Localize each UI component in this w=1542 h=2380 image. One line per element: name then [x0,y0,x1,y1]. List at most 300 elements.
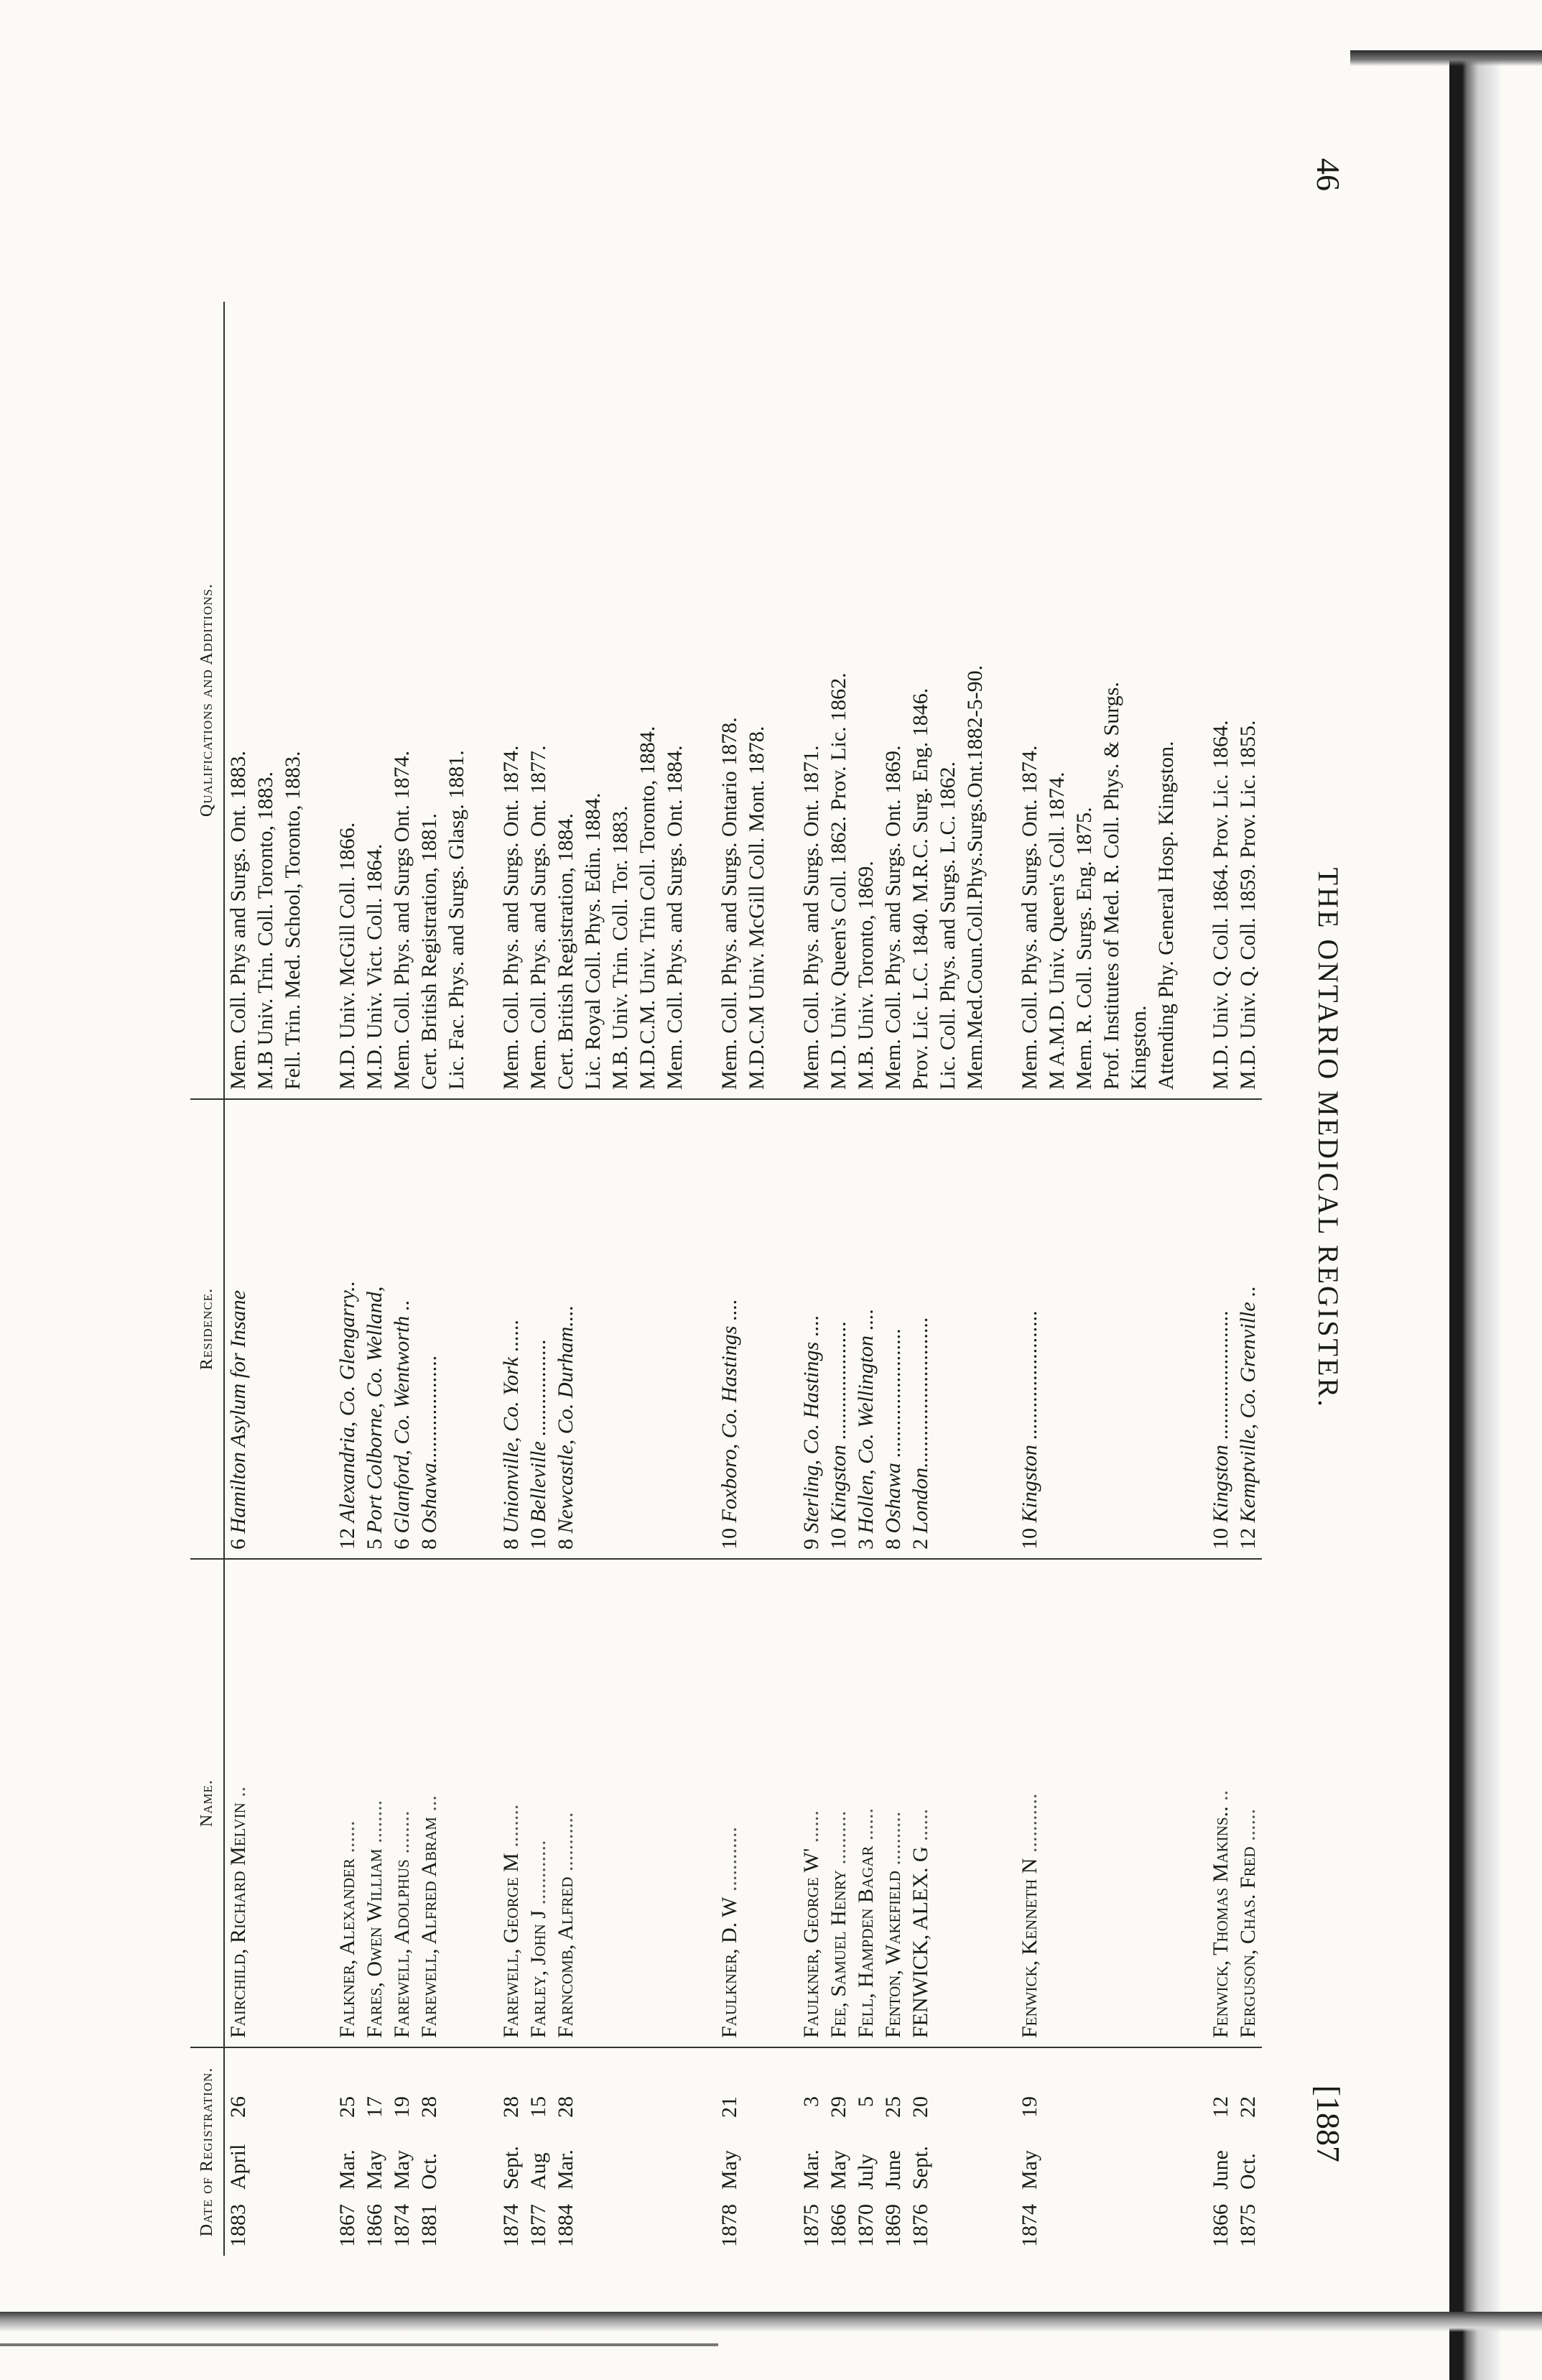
division-number: 12 [1236,1528,1260,1550]
practitioner-name: Farewell, George M [499,1853,523,2038]
registration-date-cell [361,2047,389,2256]
name-cell [1235,1559,1262,2047]
table-body [224,302,1262,2256]
division-number: 5 [363,1539,386,1550]
practitioner-name: Fairchild, Richard Melvin [226,1802,250,2038]
name-cell [716,1559,743,2047]
registration-month: May [717,2150,741,2190]
registration-date-cell [389,2047,416,2256]
registration-day: 5 [854,2096,878,2107]
registration-year: 1870 [854,2204,878,2247]
table-row [416,302,443,2256]
qualification-line: Lic. Royal Coll. Phys. Edin. 1884. [581,792,605,1090]
residence-cell [1207,1099,1235,1559]
dot-leader: ............ [717,1827,741,1892]
register-table [190,302,1262,2256]
qualification-cell [1207,302,1235,1099]
qualification-cell [634,302,661,1099]
registration-date-cell [224,2047,252,2256]
qualification-cell [934,302,962,1099]
qualification-line: M.D.C.M Univ. McGill Coll. Mont. 1878. [745,726,768,1090]
registration-date-cell [716,2047,743,2256]
residence-cell [443,1099,470,1559]
name-cell [607,1559,634,2047]
registration-month: May [827,2150,850,2190]
residence-cell [1016,1099,1044,1559]
name-cell [334,1559,361,2047]
qualification-cell [224,302,252,1099]
name-cell [798,1559,825,2047]
qualification-line: Mem. Coll. Phys. and Surgs. Ont. 1874. [499,745,523,1090]
name-cell [907,1559,934,2047]
practitioner-name: Ferguson, Chas. Fred [1236,1846,1260,2038]
page-bottom-edge [0,2312,1542,2332]
name-cell [962,1559,989,2047]
registration-date-cell [853,2047,880,2256]
qualification-cell [1071,302,1098,1099]
registration-year: 1876 [909,2204,932,2247]
registration-year: 1866 [1209,2204,1232,2247]
table-row [1016,302,1044,2256]
register-table-rotated [190,302,1260,2256]
table-row-continuation [252,302,279,2256]
registration-day: 19 [390,2096,414,2118]
residence-cell [552,1099,580,1559]
practitioner-name: Fenwick, Thomas Makins.. [1209,1806,1232,2038]
dot-leader: .......... [881,1811,905,1866]
registration-date-cell [907,2047,934,2256]
residence-text: Port Colborne, Co. Welland, [363,1286,386,1534]
table-row-continuation [661,302,689,2256]
division-number: 8 [881,1539,905,1550]
table-row-continuation [580,302,607,2256]
qualification-cell [279,302,307,1099]
qualification-line: M A.M.D. Univ. Queen's Coll. 1874. [1045,772,1069,1090]
residence-cell [1071,1099,1098,1559]
practitioner-name: Farley, John J [526,1909,550,2038]
qualification-cell [962,302,989,1099]
residence-cell [825,1099,853,1559]
residence-text: Alexandria, Co. Glengarry.. [335,1280,359,1523]
table-row [525,302,552,2256]
qualification-line: Mem. Coll. Phys and Surgs. Ont. 1883. [226,751,250,1090]
division-number: 10 [717,1528,741,1550]
qualification-line: Kingston. [1127,1005,1151,1090]
practitioner-name: Fenwick, Kenneth N [1018,1858,1041,2038]
dot-leader: ...... [854,1807,878,1840]
registration-date-cell [1098,2047,1125,2256]
residence-cell [1125,1099,1153,1559]
name-cell [252,1559,279,2047]
qualification-cell [825,302,853,1099]
registration-year: 1875 [799,2204,823,2247]
qualification-cell [498,302,525,1099]
registration-day: 25 [881,2096,905,2118]
residence-cell [607,1099,634,1559]
registration-day: 20 [909,2096,932,2118]
registration-day: 3 [799,2096,823,2107]
registration-year: 1875 [1236,2204,1260,2247]
row-spacer [307,302,334,2256]
column-header: Date of Registration. [190,2047,224,2256]
registration-year: 1878 [717,2204,741,2247]
name-cell [224,1559,252,2047]
registration-date-cell [334,2047,361,2256]
registration-year: 1869 [881,2204,905,2247]
registration-month: Oct. [1236,2153,1260,2190]
registration-date-cell [525,2047,552,2256]
registration-day: 28 [417,2096,441,2118]
registration-year: 1874 [499,2204,523,2247]
residence-cell [389,1099,416,1559]
registration-date-cell [825,2047,853,2256]
registration-date-cell [279,2047,307,2256]
residence-text: Kingston ........................ [1018,1310,1041,1523]
qualification-line: Mem. Coll. Phys. and Surgs. Ontario 1878. [717,717,741,1090]
name-cell [580,1559,607,2047]
registration-date-cell [552,2047,580,2256]
residence-cell [224,1099,252,1559]
name-cell [1207,1559,1235,2047]
division-number: 9 [799,1539,823,1550]
division-number: 3 [854,1539,878,1550]
residence-cell [880,1099,907,1559]
registration-year: 1881 [417,2204,441,2247]
qualification-cell [743,302,771,1099]
qualification-line: Mem. Coll. Phys. and Surgs. Ont. 1877. [526,745,550,1090]
table-row-continuation [1125,302,1153,2256]
binding-edge-top [1350,50,1542,66]
name-cell [1098,1559,1125,2047]
dot-leader: ........... [1018,1793,1041,1853]
registration-day: 29 [827,2096,850,2118]
table-row-continuation [279,302,307,2256]
name-cell [498,1559,525,2047]
table-row [552,302,580,2256]
residence-text: Kingston ...................... [827,1320,850,1523]
qualification-cell [1125,302,1153,1099]
registration-month: Oct. [417,2153,441,2190]
qualification-line: Prof. Institutes of Med. R. Coll. Phys. & Surgs. [1100,682,1123,1090]
registration-year: 1877 [526,2204,550,2247]
table-row-continuation [962,302,989,2256]
table-row [1207,302,1235,2256]
practitioner-name: Farewell, Alfred Abram [417,1817,441,2038]
residence-cell [716,1099,743,1559]
dot-leader: ... [417,1795,441,1812]
qualification-cell [907,302,934,1099]
name-cell [1044,1559,1071,2047]
registration-date-cell [962,2047,989,2256]
header-year: [1887 [1310,2085,1347,2162]
registration-date-cell [743,2047,771,2256]
qualification-line: Fell. Trin. Med. School, Toronto, 1883. [281,751,305,1090]
table-row-continuation [743,302,771,2256]
residence-cell [525,1099,552,1559]
registration-day: 21 [717,2096,741,2118]
name-cell [443,1559,470,2047]
residence-text: Belleville .................. [526,1338,550,1523]
row-spacer [1180,302,1207,2256]
dot-leader: .. [1209,1789,1232,1801]
residence-text: Foxboro, Co. Hastings .... [717,1299,741,1523]
practitioner-name: Faulkner, D. W [717,1897,741,2038]
residence-cell [361,1099,389,1559]
name-cell [634,1559,661,2047]
residence-text: Sterling, Co. Hastings .... [799,1315,823,1534]
practitioner-name: Fares, Owen William [363,1848,386,2038]
residence-cell [416,1099,443,1559]
division-number: 10 [1209,1528,1232,1550]
name-cell [1153,1559,1180,2047]
residence-text: Hamilton Asylum for Insane [226,1289,250,1534]
dot-leader: ........... [554,1812,577,1872]
table-row [853,302,880,2256]
table-row-continuation [1153,302,1180,2256]
qualification-cell [798,302,825,1099]
table-row [1235,302,1262,2256]
dot-leader: ........ [499,1804,523,1848]
division-number: 2 [909,1539,932,1550]
practitioner-name: Fee, Samuel Henry [827,1870,850,2038]
qualification-line: Mem. R. Coll. Surgs. Eng. 1875. [1072,807,1096,1090]
qualification-line: Attending Phy. General Hosp. Kingston. [1154,741,1178,1090]
division-number: 10 [827,1528,850,1550]
residence-cell [661,1099,689,1559]
registration-month: Aug [526,2152,550,2190]
qualification-cell [389,302,416,1099]
division-number: 8 [417,1539,441,1550]
table-row [361,302,389,2256]
qualification-cell [661,302,689,1099]
name-cell [853,1559,880,2047]
registration-month: May [390,2150,414,2190]
registration-month: July [854,2153,878,2190]
registration-date-cell [1071,2047,1098,2256]
table-header-row [190,302,224,2256]
qualification-cell [1235,302,1262,1099]
registration-date-cell [252,2047,279,2256]
residence-text: Hollen, Co. Wellington .... [854,1308,878,1534]
name-cell [1071,1559,1098,2047]
table-row [224,302,252,2256]
qualification-cell [1044,302,1071,1099]
residence-text: Oshawa.................... [417,1355,441,1534]
division-number: 8 [554,1539,577,1550]
row-spacer [989,302,1016,2256]
registration-day: 17 [363,2096,386,2118]
name-cell [279,1559,307,2047]
registration-month: Sept. [499,2146,523,2190]
registration-year: 1874 [390,2204,414,2247]
page-title: THE ONTARIO MEDICAL REGISTER. [1312,867,1345,1409]
registration-date-cell [661,2047,689,2256]
qualification-line: M.D.C.M. Univ. Trin Coll. Toronto, 1884. [636,726,659,1090]
qualification-line: M.D. Univ. Queen's Coll. 1862. Prov. Lic. 1862. [827,672,850,1090]
qualification-line: Lic. Fac. Phys. and Surgs. Glasg. 1881. [445,750,468,1090]
registration-date-cell [934,2047,962,2256]
registration-date-cell [443,2047,470,2256]
registration-day: 19 [1018,2096,1041,2118]
table-row [907,302,934,2256]
table-row-continuation [1071,302,1098,2256]
qualification-line: Cert. British Registration, 1884. [554,813,577,1090]
residence-cell [498,1099,525,1559]
name-cell [552,1559,580,2047]
residence-cell [743,1099,771,1559]
qualification-line: Mem.Med.Coun.Coll.Phys.Surgs.Ont.1882-5-90. [963,665,987,1090]
table-row [880,302,907,2256]
qualification-cell [252,302,279,1099]
registration-year: 1867 [335,2204,359,2247]
practitioner-name: Fenton, Wakefield [881,1871,905,2038]
registration-date-cell [880,2047,907,2256]
qualification-cell [1153,302,1180,1099]
division-number: 10 [1018,1528,1041,1550]
qualification-line: M.D. Univ. McGill Coll. 1866. [335,822,359,1090]
residence-text: London............................ [909,1316,932,1534]
residence-cell [962,1099,989,1559]
table-row [716,302,743,2256]
registration-day: 28 [554,2096,577,2118]
qualification-line: M.D. Univ. Vict. Coll. 1864. [363,843,386,1090]
table-row-continuation [443,302,470,2256]
registration-day: 28 [499,2096,523,2118]
qualification-cell [1098,302,1125,1099]
practitioner-name: Farncomb, Alfred [554,1876,577,2038]
bottom-rule [0,2343,718,2346]
registration-day: 15 [526,2096,550,2118]
column-header: Qualifications and Additions. [190,302,224,1099]
name-cell [934,1559,962,2047]
residence-cell [279,1099,307,1559]
residence-text: Glanford, Co. Wentworth .. [390,1300,414,1534]
practitioner-name: Faulkner, George W' [799,1848,823,2038]
table-row [825,302,853,2256]
practitioner-name: FENWICK, ALEX. G [909,1846,932,2038]
qualification-cell [1016,302,1044,1099]
residence-text: Unionville, Co. York ...... [499,1319,523,1534]
dot-leader: ...... [335,1820,359,1853]
residence-cell [934,1099,962,1559]
registration-date-cell [1235,2047,1262,2256]
division-number: 10 [526,1528,550,1550]
registration-date-cell [1207,2047,1235,2256]
registration-day: 12 [1209,2096,1232,2118]
qualification-line: Lic. Coll. Phys. and Surgs. L.C. 1862. [936,761,960,1090]
qualification-line: M.B. Univ. Toronto, 1869. [854,861,878,1090]
residence-cell [907,1099,934,1559]
residence-cell [1153,1099,1180,1559]
registration-month: May [363,2150,386,2190]
residence-text: Newcastle, Co. Durham.... [554,1305,577,1534]
name-cell [880,1559,907,2047]
qualification-cell [580,302,607,1099]
qualification-line: M.D. Univ. Q. Coll. 1859. Prov. Lic. 1855. [1236,720,1260,1090]
dot-leader: ...... [909,1808,932,1841]
qualification-cell [334,302,361,1099]
table-row [334,302,361,2256]
division-number: 6 [390,1539,414,1550]
practitioner-name: Farewell, Adolphus [390,1859,414,2038]
residence-cell [252,1099,279,1559]
dot-leader: ............ [526,1840,550,1905]
registration-month: Mar. [335,2149,359,2190]
division-number: 12 [335,1528,359,1550]
row-spacer [470,302,498,2256]
qualification-cell [716,302,743,1099]
dot-leader: .......... [827,1810,850,1865]
residence-cell [1235,1099,1262,1559]
table-row [798,302,825,2256]
registration-month: Sept. [909,2146,932,2190]
table-row-continuation [1044,302,1071,2256]
qualification-line: Cert. British Registration, 1881. [417,813,441,1090]
name-cell [525,1559,552,2047]
page-number: 46 [1310,158,1347,191]
division-number: 8 [499,1539,523,1550]
practitioner-name: Fell, Hampden Bagar [854,1846,878,2038]
table-row-continuation [607,302,634,2256]
registration-month: June [1209,2150,1232,2190]
table-row [389,302,416,2256]
name-cell [361,1559,389,2047]
registration-year: 1883 [226,2204,250,2247]
name-cell [743,1559,771,2047]
registration-date-cell [607,2047,634,2256]
registration-year: 1866 [827,2204,850,2247]
qualification-line: M.D. Univ. Q. Coll. 1864. Prov. Lic. 1864. [1209,720,1232,1090]
registration-month: June [881,2150,905,2190]
name-cell [825,1559,853,2047]
registration-year: 1866 [363,2204,386,2247]
column-header: Residence. [190,1099,224,1559]
dot-leader: ........ [390,1810,414,1854]
column-header: Name. [190,1559,224,2047]
registration-month: May [1018,2150,1041,2190]
registration-day: 25 [335,2096,359,2118]
qualification-line: Mem. Coll. Phys. and Surgs. Ont. 1871. [799,745,823,1090]
row-spacer [689,302,716,2256]
residence-cell [334,1099,361,1559]
qualification-cell [525,302,552,1099]
residence-text: Oshawa ........................ [881,1328,905,1534]
registration-date-cell [1016,2047,1044,2256]
qualification-cell [552,302,580,1099]
residence-text: Kemptville, Co. Grenville .. [1236,1285,1260,1523]
qualification-cell [880,302,907,1099]
qualification-line: Mem. Coll. Phys. and Surgs. Ont. 1869. [881,745,905,1090]
residence-cell [1044,1099,1071,1559]
registration-date-cell [1153,2047,1180,2256]
qualification-line: Mem. Coll. Phys. and Surgs Ont. 1874. [390,751,414,1090]
dot-leader: ...... [1236,1808,1260,1841]
qualification-line: M.B. Univ. Trin. Coll. Tor. 1883. [608,805,632,1090]
name-cell [1016,1559,1044,2047]
running-header [1307,158,1350,2162]
registration-month: Mar. [799,2149,823,2190]
registration-month: Mar. [554,2149,577,2190]
residence-cell [634,1099,661,1559]
residence-text: Kingston ........................ [1209,1310,1232,1523]
table-row-continuation [934,302,962,2256]
residence-cell [1098,1099,1125,1559]
registration-day: 26 [226,2096,250,2118]
registration-date-cell [416,2047,443,2256]
qualification-line: M.B Univ. Trin. Coll. Toronto, 1883. [254,772,277,1090]
table-row-continuation [1098,302,1125,2256]
division-number: 6 [226,1539,250,1550]
